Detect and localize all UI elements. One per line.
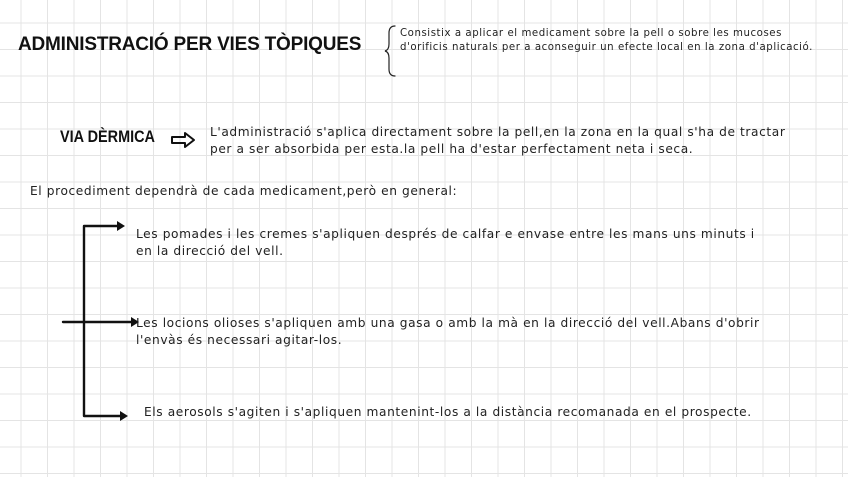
bracket-connector-icon	[60, 218, 140, 424]
section-heading: VIA DÈRMICA	[60, 127, 156, 146]
step-item-locions: Les locions olioses s'apliquen amb una gasa o amb la mà en la direcció del vell.Abans d'obrir l'envàs és necessari agitar-los.	[136, 316, 760, 347]
section-description: L'administració s'aplica directament sobre la pell,en la zona en la qual s'ha de tractar per a ser absorbida per esta.la pell ha d'estar perfectament neta i seca.	[210, 125, 786, 156]
step-item-aerosols: Els aerosols s'agiten i s'apliquen mantenint-los a la distància recomanada en el prospecte.	[144, 405, 752, 419]
definition-text: Consistix a aplicar el medicament sobre la pell o sobre les mucoses d'orificis naturals per a aconseguir un efecte local en la zona d'aplicació.	[400, 28, 813, 53]
right-arrow-icon	[170, 131, 196, 149]
curly-brace-icon	[384, 24, 398, 78]
step-item-pomades: Les pomades i les cremes s'apliquen després de calfar e envase entre les mans uns minuts i en la direcció del vell.	[136, 227, 755, 258]
page-title: ADMINISTRACIÓ PER VIES TÒPIQUES	[18, 34, 362, 55]
intro-text: El procediment dependrà de cada medicament,però en general:	[30, 184, 458, 198]
